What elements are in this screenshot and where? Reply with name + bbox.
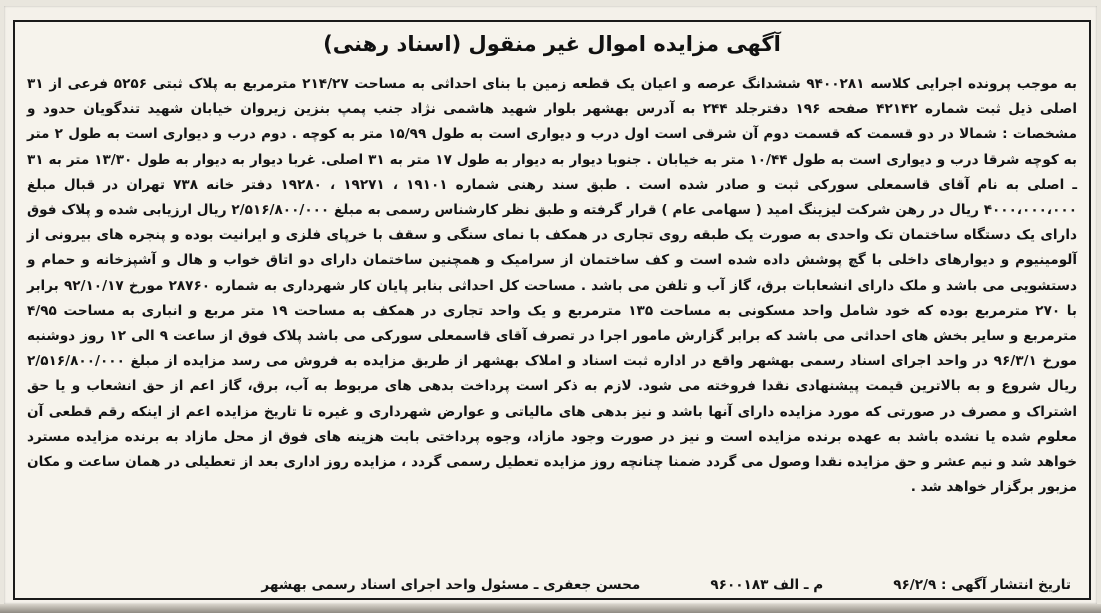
signatory: محسن جعفری ـ مسئول واحد اجرای اسناد رسمی بهشهر <box>261 577 641 593</box>
notice-footer <box>33 574 1071 596</box>
notice-body-paragraph: به موجب پرونده اجرایی کلاسه ۹۴۰۰۲۸۱ ششدانگ عرصه و اعیان یک قطعه زمین با بنای احداثی به مساحت ۲۱۴/۲۷ مترمربع به پلاک ثبتی ۵۲۵۶ فرعی از ۳۱ اصلی ذیل ثبت شماره ۴۲۱۴۲ صفحه ۱۹۶ دفترجلد ۲۴۴ به آدرس بهشهر بلوار شهید هاشمی نژاد جنب پمپ بنزین زیروان خیابان شهید تندگویان حدود و مشخصات : شمالا در دو قسمت که قسمت دوم آن شرقی است اول درب و دیواری است به طول ۱۵/۹۹ متر به کوچه . دوم درب و دیواری است به طول ۲ متر به کوچه شرقا درب و دیواری است به طول ۱۰/۴۴ متر به خیابان . جنوبا دیوار به دیوار به طول ۱۷ متر به ۳۱ اصلی. غربا دیوار به دیوار به طول ۱۳/۳۰ متر به ۳۱ ـ اصلی به نام آقای قاسمعلی سورکی ثبت و صادر شده است . طبق سند رهنی شماره ۱۹۱۰۱ ، ۱۹۲۷۱ ، ۱۹۲۸۰ دفتر خانه ۷۳۸ تهران در قبال مبلغ ۴۰۰۰،۰۰۰،۰۰۰ ریال در رهن شرکت لیزینگ امید ( سهامی عام ) قرار گرفته و طبق نظر کارشناس رسمی به مبلغ ۲/۵۱۶/۸۰۰/۰۰۰ ریال ارزیابی شده و پلاک فوق دارای یک دستگاه ساختمان تک واحدی به صورت یک طبقه روی تجاری در همکف با نمای سنگی و سقف با خرپای فلزی و ایرانیت بوده و پنجره های بیرونی از آلومینیوم و دیوارهای داخلی با گچ پوشش داده شده است و کف ساختمان از سرامیک و همچنین ساختمان دارای دو اتاق خواب و هال و آشپزخانه و حمام و دستشویی می باشد و ملک دارای انشعابات برق، گاز آب و تلفن می باشد . مساحت کل احداثی بنابر پایان کار شهرداری به شماره ۲۸۷۶۰ مورخ ۹۲/۱۰/۱۷ برابر با ۲۷۰ مترمربع بوده که خود شامل واحد مسکونی به مساحت ۱۳۵ مترمربع و یک واحد تجاری در همکف به مساحت ۱۹ متر مربع و انباری به مساحت ۴/۹۵ مترمربع و سایر بخش های احداثی می باشد که برابر گزارش مامور اجرا در تصرف آقای قاسمعلی سورکی می باشد پلاک فوق از ساعت ۹ الی ۱۲ روز دوشنبه مورخ ۹۶/۳/۱ در واحد اجرای اسناد رسمی بهشهر واقع در اداره ثبت اسناد و املاک بهشهر از طریق مزایده به فروش می رسد مزایده از مبلغ ۲/۵۱۶/۸۰۰/۰۰۰ ریال شروع و به بالاترین قیمت پیشنهادی نقدا فروخته می شود. لازم به ذکر است پرداخت بدهی های مربوط به آب، برق، گاز اعم از حق انشعاب و یا حق اشتراک و مصرف در صورتی که مورد مزایده دارای آنها باشد و نیز بدهی های مالیاتی و عوارض شهرداری و غیره تا تاریخ مزایده اعم از اینکه رقم قطعی آن معلوم شده یا نشده باشد به عهده برنده مزایده است و نیز در صورت وجود مازاد، وجوه پرداختی بابت هزینه های فوق از محل مازاد به برنده مزایده مسترد خواهد شد و نیم عشر و حق مزایده نقدا وصول می گردد ضمنا چنانچه روز مزایده تعطیل رسمی گردد ، مزایده روز اداری بعد از تعطیلی در همان ساعت و مکان مزبور برگزار خواهد شد . <box>27 76 1078 496</box>
publication-date: تاریخ انتشار آگهی : ۹۶/۲/۹ <box>893 577 1071 593</box>
reference-code: م ـ الف ۹۶۰۰۱۸۳ <box>710 577 824 593</box>
notice-title: آگهی مزایده اموال غیر منقول (اسناد رهنی) <box>323 32 781 56</box>
notice-border-frame <box>13 20 1091 600</box>
newspaper-clipping <box>4 6 1097 604</box>
page-edge-shadow <box>0 604 1101 613</box>
